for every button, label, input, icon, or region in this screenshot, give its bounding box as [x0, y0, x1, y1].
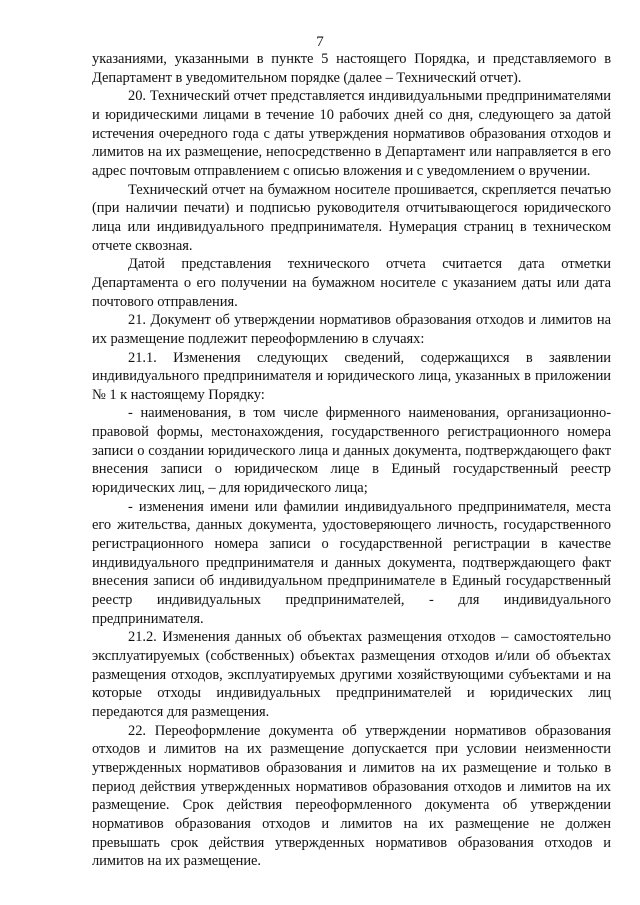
list-item-legal-entity: - наименования, в том числе фирменного наименования, организационно-правовой формы, местонахождения, государственного регистрационного номера записи о создании юридического лица и данных документа, подтверждающего факт внесения записи о юридическом лице в Единый государственный реестр юридических лиц, – для юридического лица; — [92, 405, 611, 497]
document-body — [92, 50, 611, 871]
paragraph-report-binding: Технический отчет на бумажном носителе прошивается, скрепляется печатью (при наличии печати) и подписью руководителя отчитывающегося юридического лица или индивидуального предпринимателя. Нумерация страниц в техническом отчете сквозная. — [92, 181, 611, 254]
paragraph-report-date: Датой представления технического отчета считается дата отметки Департамента о его получении на бумажном носителе с указанием даты или дата почтового отправления. — [92, 256, 611, 310]
paragraph-item-21-1: 21.1. Изменения следующих сведений, содержащихся в заявлении индивидуального предпринимателя и юридического лица, указанных в приложении № 1 к настоящему Порядку: — [92, 349, 611, 403]
paragraph-continuation: указаниями, указанными в пункте 5 настоящего Порядка, и представляемого в Департамент в уведомительном порядке (далее – Технический отчет). — [92, 51, 611, 86]
paragraph-item-21-2: 21.2. Изменения данных об объектах размещения отходов – самостоятельно эксплуатируемых (собственных) объектах размещения отходов и/или об объектах размещения отходов, эксплуатируемых другими хозяйствующими субъектами и на которые отходы индивидуальных предпринимателей и юридических лиц передаются для размещения. — [92, 629, 611, 720]
paragraph-item-22: 22. Переоформление документа об утверждении нормативов образования отходов и лимитов на их размещение допускается при условии неизменности утвержденных нормативов образования и лимитов на их размещение и только в период действия утвержденных нормативов образования отходов и лимитов на их размещение. Срок действия переоформленного документа об утверждении нормативов образования отходов и лимитов на их размещение не должен превышать срок действия утвержденных нормативов образования отходов и лимитов на их размещение. — [92, 722, 611, 870]
paragraph-item-21: 21. Документ об утверждении нормативов образования отходов и лимитов на их размещение подлежит переоформлению в случаях: — [92, 312, 611, 347]
page-number: 7 — [316, 34, 324, 50]
list-item-entrepreneur: - изменения имени или фамилии индивидуального предпринимателя, места его жительства, данных документа, удостоверяющего личность, государственного регистрационного номера записи о государственной регистрации в качестве индивидуального предпринимателя и данных документа, подтверждающего факт внесения записи об индивидуальном предпринимателе в Единый государственный реестр индивидуальных предпринимателей, - для индивидуального предпринимателя. — [92, 498, 611, 627]
paragraph-item-20: 20. Технический отчет представляется индивидуальными предпринимателями и юридическими лицами в течение 10 рабочих дней со дня, следующего за датой истечения очередного года с даты утверждения нормативов образования отходов и лимитов на их размещение, непосредственно в Департамент или направляется в его адрес почтовым отправлением с описью вложения и с уведомлением о вручении. — [92, 88, 611, 179]
